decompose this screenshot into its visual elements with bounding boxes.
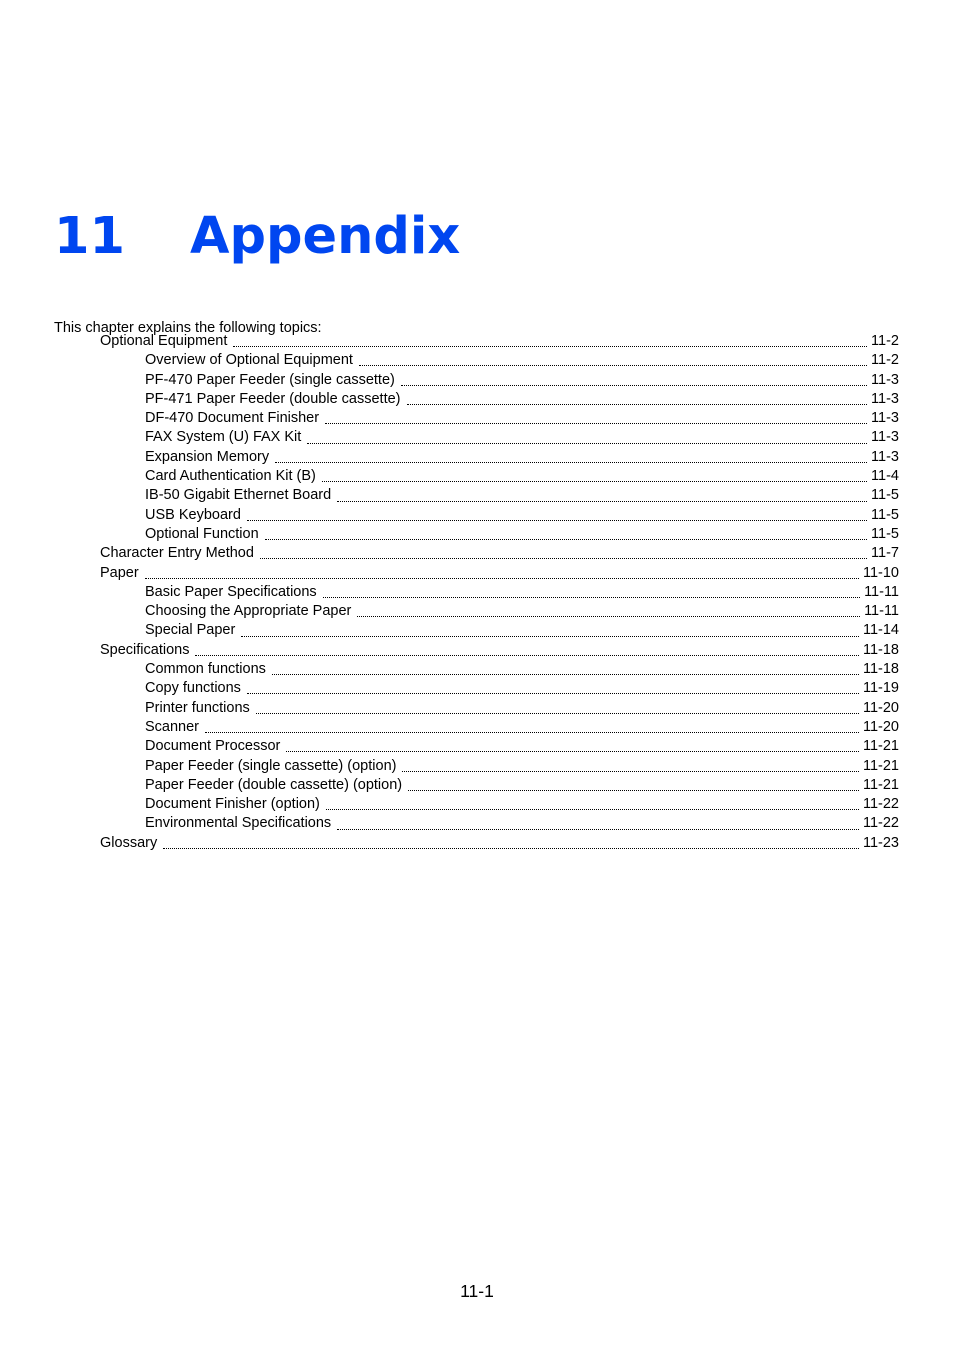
toc-dot-leader [357,615,860,617]
toc-dot-leader [256,712,859,714]
toc-entry-page: 11-21 [862,757,899,774]
toc-dot-leader [195,654,859,656]
toc-entry-page: 11-2 [871,352,899,369]
toc-entry-title: Paper [100,564,139,581]
toc-entry-title: IB-50 Gigabit Ethernet Board [145,487,332,504]
toc-entry-title: FAX System (U) FAX Kit [145,429,302,446]
toc-entry-title: Paper Feeder (double cassette) (option) [145,776,403,793]
toc-dot-leader [265,538,867,540]
toc-entry[interactable] [100,467,899,486]
toc-entry-page: 11-18 [862,641,899,658]
toc-entry-page: 11-5 [871,506,899,523]
toc-entry-page: 11-14 [862,622,899,639]
toc-dot-leader [260,557,867,559]
toc-entry[interactable] [100,544,899,563]
toc-dot-leader [205,731,859,733]
toc-entry[interactable] [100,621,899,640]
toc-entry-title: Overview of Optional Equipment [145,352,353,369]
toc-entry[interactable] [100,641,899,660]
table-of-contents [100,332,899,853]
toc-entry[interactable] [100,448,899,467]
page-number: 11-1 [460,1281,494,1301]
toc-entry-page: 11-3 [871,390,899,407]
toc-entry[interactable] [100,699,899,718]
toc-entry-page: 11-23 [862,834,899,851]
toc-entry-title: Basic Paper Specifications [145,583,317,600]
toc-entry-title: Paper Feeder (single cassette) (option) [145,757,397,774]
toc-entry-page: 11-20 [862,699,899,716]
toc-entry-title: Document Processor [145,738,281,755]
toc-entry-page: 11-19 [862,680,899,697]
toc-entry-title: PF-470 Paper Feeder (single cassette) [145,371,395,388]
toc-dot-leader [337,828,859,830]
toc-dot-leader [401,384,867,386]
toc-entry-title: Special Paper [145,622,236,639]
toc-entry-page: 11-3 [871,429,899,446]
toc-dot-leader [247,519,867,521]
toc-dot-leader [402,770,859,772]
toc-entry[interactable] [100,757,899,776]
toc-entry-title: Expansion Memory [145,448,270,465]
toc-entry-page: 11-3 [871,371,899,388]
toc-entry-page: 11-3 [871,410,899,427]
toc-entry[interactable] [100,351,899,370]
toc-dot-leader [326,808,859,810]
toc-entry-title: Character Entry Method [100,545,254,562]
toc-entry[interactable] [100,525,899,544]
toc-entry-page: 11-5 [871,487,899,504]
toc-dot-leader [322,480,867,482]
toc-dot-leader [325,422,867,424]
toc-entry-title: Specifications [100,641,190,658]
toc-dot-leader [241,635,859,637]
toc-entry-title: USB Keyboard [145,506,241,523]
toc-dot-leader [275,461,867,463]
toc-dot-leader [286,750,859,752]
toc-entry-page: 11-2 [871,333,899,349]
toc-entry[interactable] [100,428,899,447]
toc-entry[interactable] [100,486,899,505]
toc-entry-page: 11-21 [862,738,899,755]
chapter-title: Appendix [190,206,461,266]
toc-entry[interactable] [100,371,899,390]
toc-dot-leader [337,500,867,502]
toc-entry[interactable] [100,776,899,795]
toc-entry[interactable] [100,660,899,679]
toc-entry[interactable] [100,409,899,428]
toc-entry[interactable] [100,332,899,351]
toc-dot-leader [145,577,859,579]
chapter-heading [54,200,460,272]
toc-entry-page: 11-4 [871,468,899,485]
toc-entry[interactable] [100,834,899,853]
toc-dot-leader [323,596,860,598]
intro-text: This chapter explains the following topics: [54,319,322,336]
toc-dot-leader [247,692,859,694]
toc-entry[interactable] [100,602,899,621]
toc-entry-title: Environmental Specifications [145,815,332,832]
chapter-number: 11 [54,206,125,266]
toc-entry-page: 11-11 [864,603,899,620]
toc-entry-title: Card Authentication Kit (B) [145,468,316,485]
toc-entry-title: Choosing the Appropriate Paper [145,603,352,620]
toc-dot-leader [307,442,867,444]
toc-entry[interactable] [100,583,899,602]
toc-entry-title: Optional Function [145,525,259,542]
toc-dot-leader [272,673,859,675]
toc-entry[interactable] [100,814,899,833]
toc-entry-page: 11-5 [871,525,899,542]
toc-entry-page: 11-22 [862,815,899,832]
toc-entry-page: 11-18 [862,661,899,678]
toc-entry[interactable] [100,795,899,814]
toc-entry[interactable] [100,564,899,583]
toc-entry-title: DF-470 Document Finisher [145,410,320,427]
toc-entry[interactable] [100,718,899,737]
toc-dot-leader [163,847,859,849]
toc-entry-title: Glossary [100,834,158,851]
toc-entry[interactable] [100,390,899,409]
toc-entry-title: PF-471 Paper Feeder (double cassette) [145,390,401,407]
toc-entry[interactable] [100,506,899,525]
toc-entry-title: Scanner [145,718,200,735]
toc-entry-page: 11-22 [862,796,899,813]
toc-entry-title: Optional Equipment [100,333,228,349]
toc-dot-leader [359,364,867,366]
toc-entry-title: Printer functions [145,699,250,716]
toc-entry-title: Common functions [145,661,266,678]
toc-entry-title: Document Finisher (option) [145,796,320,813]
toc-entry[interactable] [100,679,899,698]
toc-entry-page: 11-7 [871,545,899,562]
toc-dot-leader [233,345,867,347]
toc-entry-page: 11-11 [864,583,899,600]
toc-entry-title: Copy functions [145,680,241,697]
toc-entry-page: 11-10 [862,564,899,581]
toc-dot-leader [408,789,859,791]
toc-entry-page: 11-20 [862,718,899,735]
toc-entry-page: 11-3 [871,448,899,465]
toc-entry-page: 11-21 [862,776,899,793]
toc-dot-leader [407,403,868,405]
toc-entry[interactable] [100,737,899,756]
